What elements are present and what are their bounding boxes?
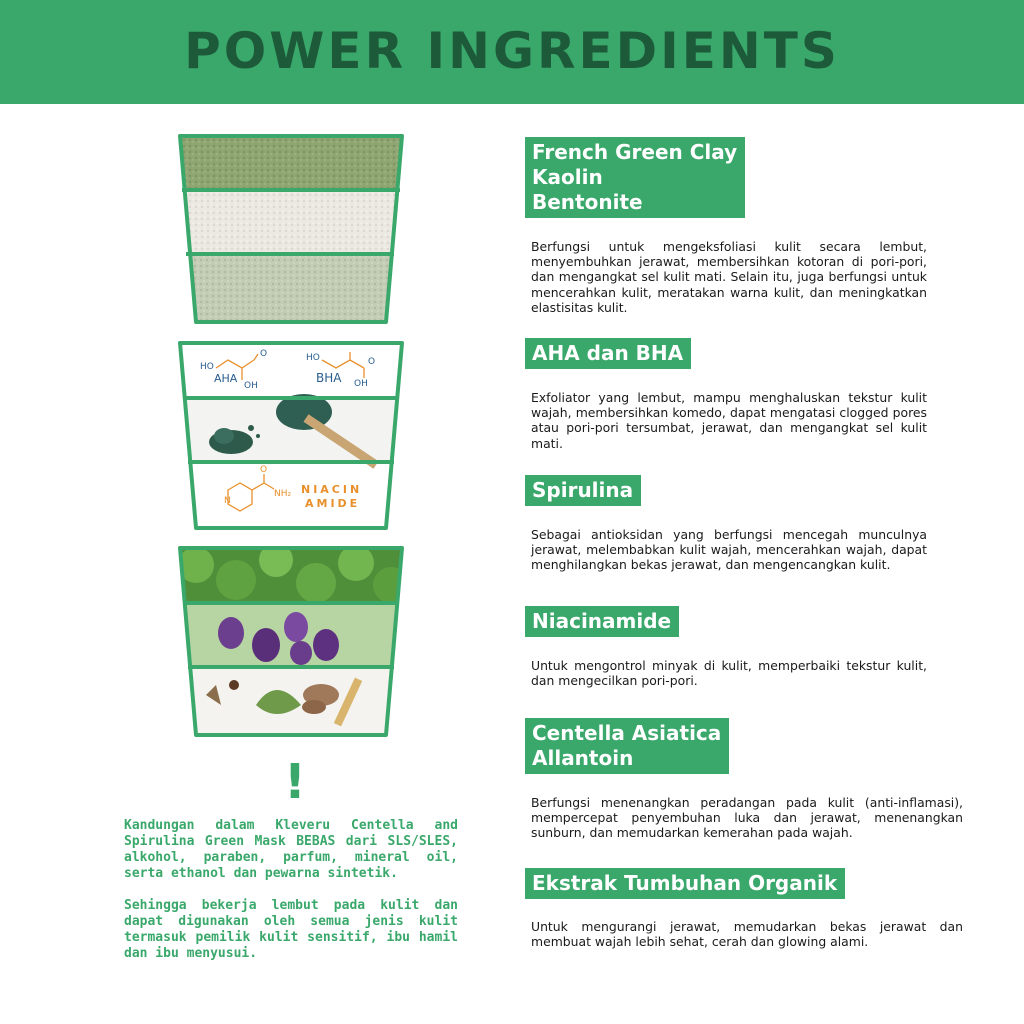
clay-cup-illustration: [176, 132, 406, 327]
ingredient-name-line: Ekstrak Tumbuhan Organik: [532, 871, 838, 895]
ingredient-description-clays: Berfungsi untuk mengeksfoliasi kulit secara lembut, menyembuhkan jerawat, membersihkan kotoran di pori-pori, dan mengangkat sel kulit mati. Selain itu, juga berfungsi untuk mencerahkan kulit, meratakan warna kulit, dan meningkatkan elastisitas kulit.: [531, 239, 927, 315]
actives-cup-illustration: [176, 340, 406, 532]
ingredient-name-line: Bentonite: [532, 190, 643, 214]
centella-leaves-layer: [176, 545, 406, 603]
aha-o-text: O: [260, 349, 268, 359]
ingredient-description-spirulina: Sebagai antioksidan yang berfungsi mencegah munculnya jerawat, melembabkan kulit wajah, mencerahkan wajah, dapat menghilangkan bekas jerawat, dan mengencangkan kulit.: [531, 527, 927, 573]
ingredient-description-niacinamide: Untuk mengontrol minyak di kulit, memperbaiki tekstur kulit, dan mengecilkan pori-pori.: [531, 658, 927, 689]
ingredient-label-clays: [525, 137, 745, 218]
header-banner: [0, 0, 1024, 104]
ingredient-label-aha-bha: [525, 338, 691, 369]
ingredient-label-centella: [525, 718, 729, 774]
ingredient-description-organic-extract: Untuk mengurangi jerawat, memudarkan bekas jerawat dan membuat wajah lebih sehat, cerah dan glowing alami.: [531, 919, 963, 950]
niacin-label-line2: AMIDE: [305, 497, 361, 510]
bha-label: BHA: [316, 371, 342, 385]
exclamation-icon: !: [284, 754, 306, 810]
ingredient-name-line: Centella Asiatica: [532, 721, 722, 745]
botanical-cup-illustration: [176, 545, 406, 740]
ingredient-name-line: French Green Clay: [532, 140, 738, 164]
bha-oh-text: OH: [354, 379, 368, 389]
comfrey-flowers-layer: [176, 603, 406, 667]
herbs-layer: [176, 667, 406, 740]
spirulina-layer: [176, 394, 406, 465]
niacin-o-text: O: [260, 465, 268, 475]
ingredient-name-line: Allantoin: [532, 746, 634, 770]
ingredient-label-organic-extract: [525, 868, 845, 899]
ingredient-description-centella: Berfungsi menenangkan peradangan pada kulit (anti-inflamasi), mempercepat penyembuhan luka dan jerawat, menenangkan sunburn, dan memudarkan kemerahan pada wajah.: [531, 795, 963, 841]
ingredient-name-line: Niacinamide: [532, 609, 672, 633]
notice-paragraph-suitable-for: Sehingga bekerja lembut pada kulit dan dapat digunakan oleh semua jenis kulit termasuk pemilik kulit sensitif, ibu hamil dan ibu menyusui.: [124, 898, 458, 961]
niacin-n-text: N: [224, 496, 231, 506]
aha-ho-text: HO: [200, 362, 214, 372]
ingredient-name-line: Kaolin: [532, 165, 603, 189]
ingredient-description-aha-bha: Exfoliator yang lembut, mampu menghaluskan tekstur kulit wajah, membersihkan komedo, dapat mengatasi clogged pores atau pori-pori tersumbat, jerawat, dan mengangkat sel kulit mati.: [531, 390, 927, 451]
notice-paragraph-free-from: Kandungan dalam Kleveru Centella and Spirulina Green Mask BEBAS dari SLS/SLES, alkohol, paraben, parfum, mineral oil, serta ethanol dan pewarna sintetik.: [124, 818, 458, 881]
kaolin-layer: [176, 190, 406, 254]
bha-o-text: O: [368, 357, 376, 367]
ingredient-name-line: AHA dan BHA: [532, 341, 684, 365]
bentonite-layer: [176, 254, 406, 327]
ingredient-label-niacinamide: [525, 606, 679, 637]
aha-label: AHA: [214, 372, 238, 385]
ingredient-label-spirulina: [525, 475, 641, 506]
green-clay-layer: [176, 132, 406, 190]
page-title: POWER INGREDIENTS: [184, 22, 840, 80]
ingredient-name-line: Spirulina: [532, 478, 634, 502]
niacin-label-line1: NIACIN: [301, 483, 363, 496]
aha-oh-text: OH: [244, 381, 258, 391]
niacin-nh2-text: NH₂: [274, 489, 292, 499]
bha-ho-text: HO: [306, 353, 320, 363]
